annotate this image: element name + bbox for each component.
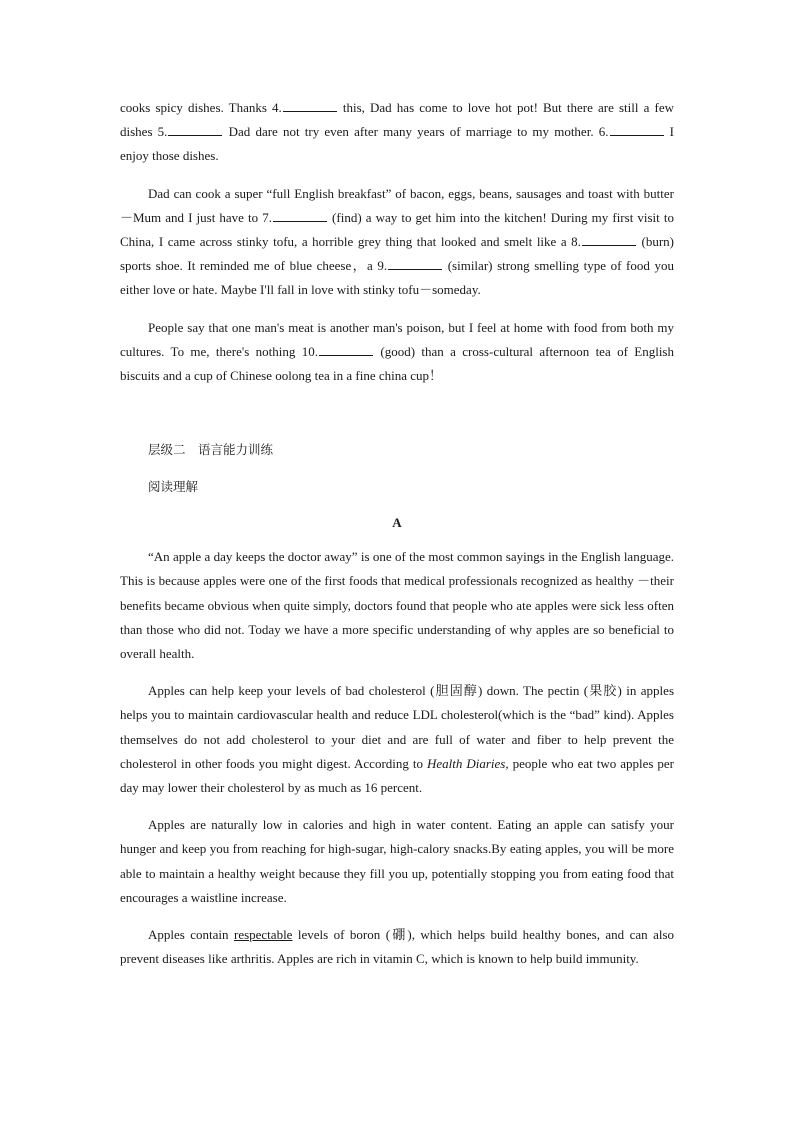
paragraph-a-4 — [120, 923, 674, 971]
section-sub-heading: 阅读理解 — [148, 479, 199, 495]
text-span: (burn) sports shoe. It reminded me of blue cheese，a 9. — [120, 234, 674, 274]
paragraph-a-3: Apples are naturally low in calories and high in water content. Eating an apple can satisfy your hunger and keep you from reaching for high-sugar, high-calory snacks.By eating apples, you will be more able to maintain a healthy weight because they fill you up, potentially stopping you from eating food that encourages a waistline increase. — [120, 817, 674, 905]
answer-blank-9 — [388, 258, 442, 270]
text-span: Apples contain — [148, 927, 234, 943]
text-span: levels of boron (硼), which helps build healthy bones, and can also prevent diseases like arthritis. Apples are rich in vitamin C, which is known to help build immunity. — [120, 927, 675, 967]
text-span: (good) than a cross-cultural afternoon tea of English biscuits and a cup of Chinese oolong tea in a fine china cup！ — [120, 343, 674, 384]
text-span: (similar) strong smelling type of food you either love or hate. Maybe I'll fall in love with stinky tofu－someday. — [120, 258, 674, 298]
paragraph-top-1 — [120, 96, 674, 169]
passage-letter: A — [392, 515, 402, 531]
source-title: Health Diaries, — [426, 755, 509, 771]
section-level-heading: 层级二 语言能力训练 — [148, 442, 274, 458]
paragraph-a-2 — [120, 679, 674, 800]
text-span: cooks spicy dishes. Thanks 4. — [120, 100, 282, 115]
text-span: I enjoy those dishes. — [120, 124, 675, 164]
text-span: Dad dare not try even after many years of marriage to my mother. 6. — [223, 124, 609, 140]
paragraph-top-3 — [120, 316, 674, 389]
text-span: Apples can help keep your levels of bad cholesterol (胆固醇) down. The pectin (果胶) in apples helps you to maintain cardiovascular health and reduce LDL cholesterol(which is the “bad” kind). Apples themselves do not add cholesterol to your diet and are full of water and fiber to help prevent the cholesterol in other foods you might digest. According to — [120, 683, 674, 771]
text-span: People say that one man's meat is another man's poison, but I feel at home with food from both my cultures. To me, there's nothing 10. — [120, 319, 674, 359]
paragraph-top-2 — [120, 182, 674, 303]
answer-blank-5 — [168, 124, 222, 136]
section-spacer — [120, 388, 674, 441]
answer-blank-6 — [610, 124, 664, 136]
answer-blank-7 — [273, 210, 327, 222]
answer-blank-10 — [319, 344, 373, 356]
text-span: (find) a way to get him into the kitchen! During my first visit to China, I came across stinky tofu, a horrible grey thing that looked and smelt like a 8. — [120, 209, 674, 250]
document-page — [120, 96, 674, 971]
answer-blank-8 — [582, 234, 636, 246]
underlined-word: respectable — [233, 927, 293, 943]
paragraph-a-1: “An apple a day keeps the doctor away” is one of the most common sayings in the English language. This is because apples were one of the first foods that medical professionals recognized as healthy －their benefits became obvious when quite simply, doctors found that people who ate apples were sick less often than those who did not. Today we have a more specific understanding of why apples are so beneficial to overall health. — [120, 549, 674, 662]
text-span: people who eat two apples per day may lower their cholesterol by as much as 16 percent. — [120, 755, 674, 796]
text-span: Dad can cook a super “full English breakfast” of bacon, eggs, beans, sausages and toast with butter －Mum and I just have to 7. — [120, 185, 674, 225]
answer-blank-4 — [283, 100, 337, 112]
text-span: this, Dad has come to love hot pot! But there are still a few dishes 5. — [120, 100, 674, 140]
